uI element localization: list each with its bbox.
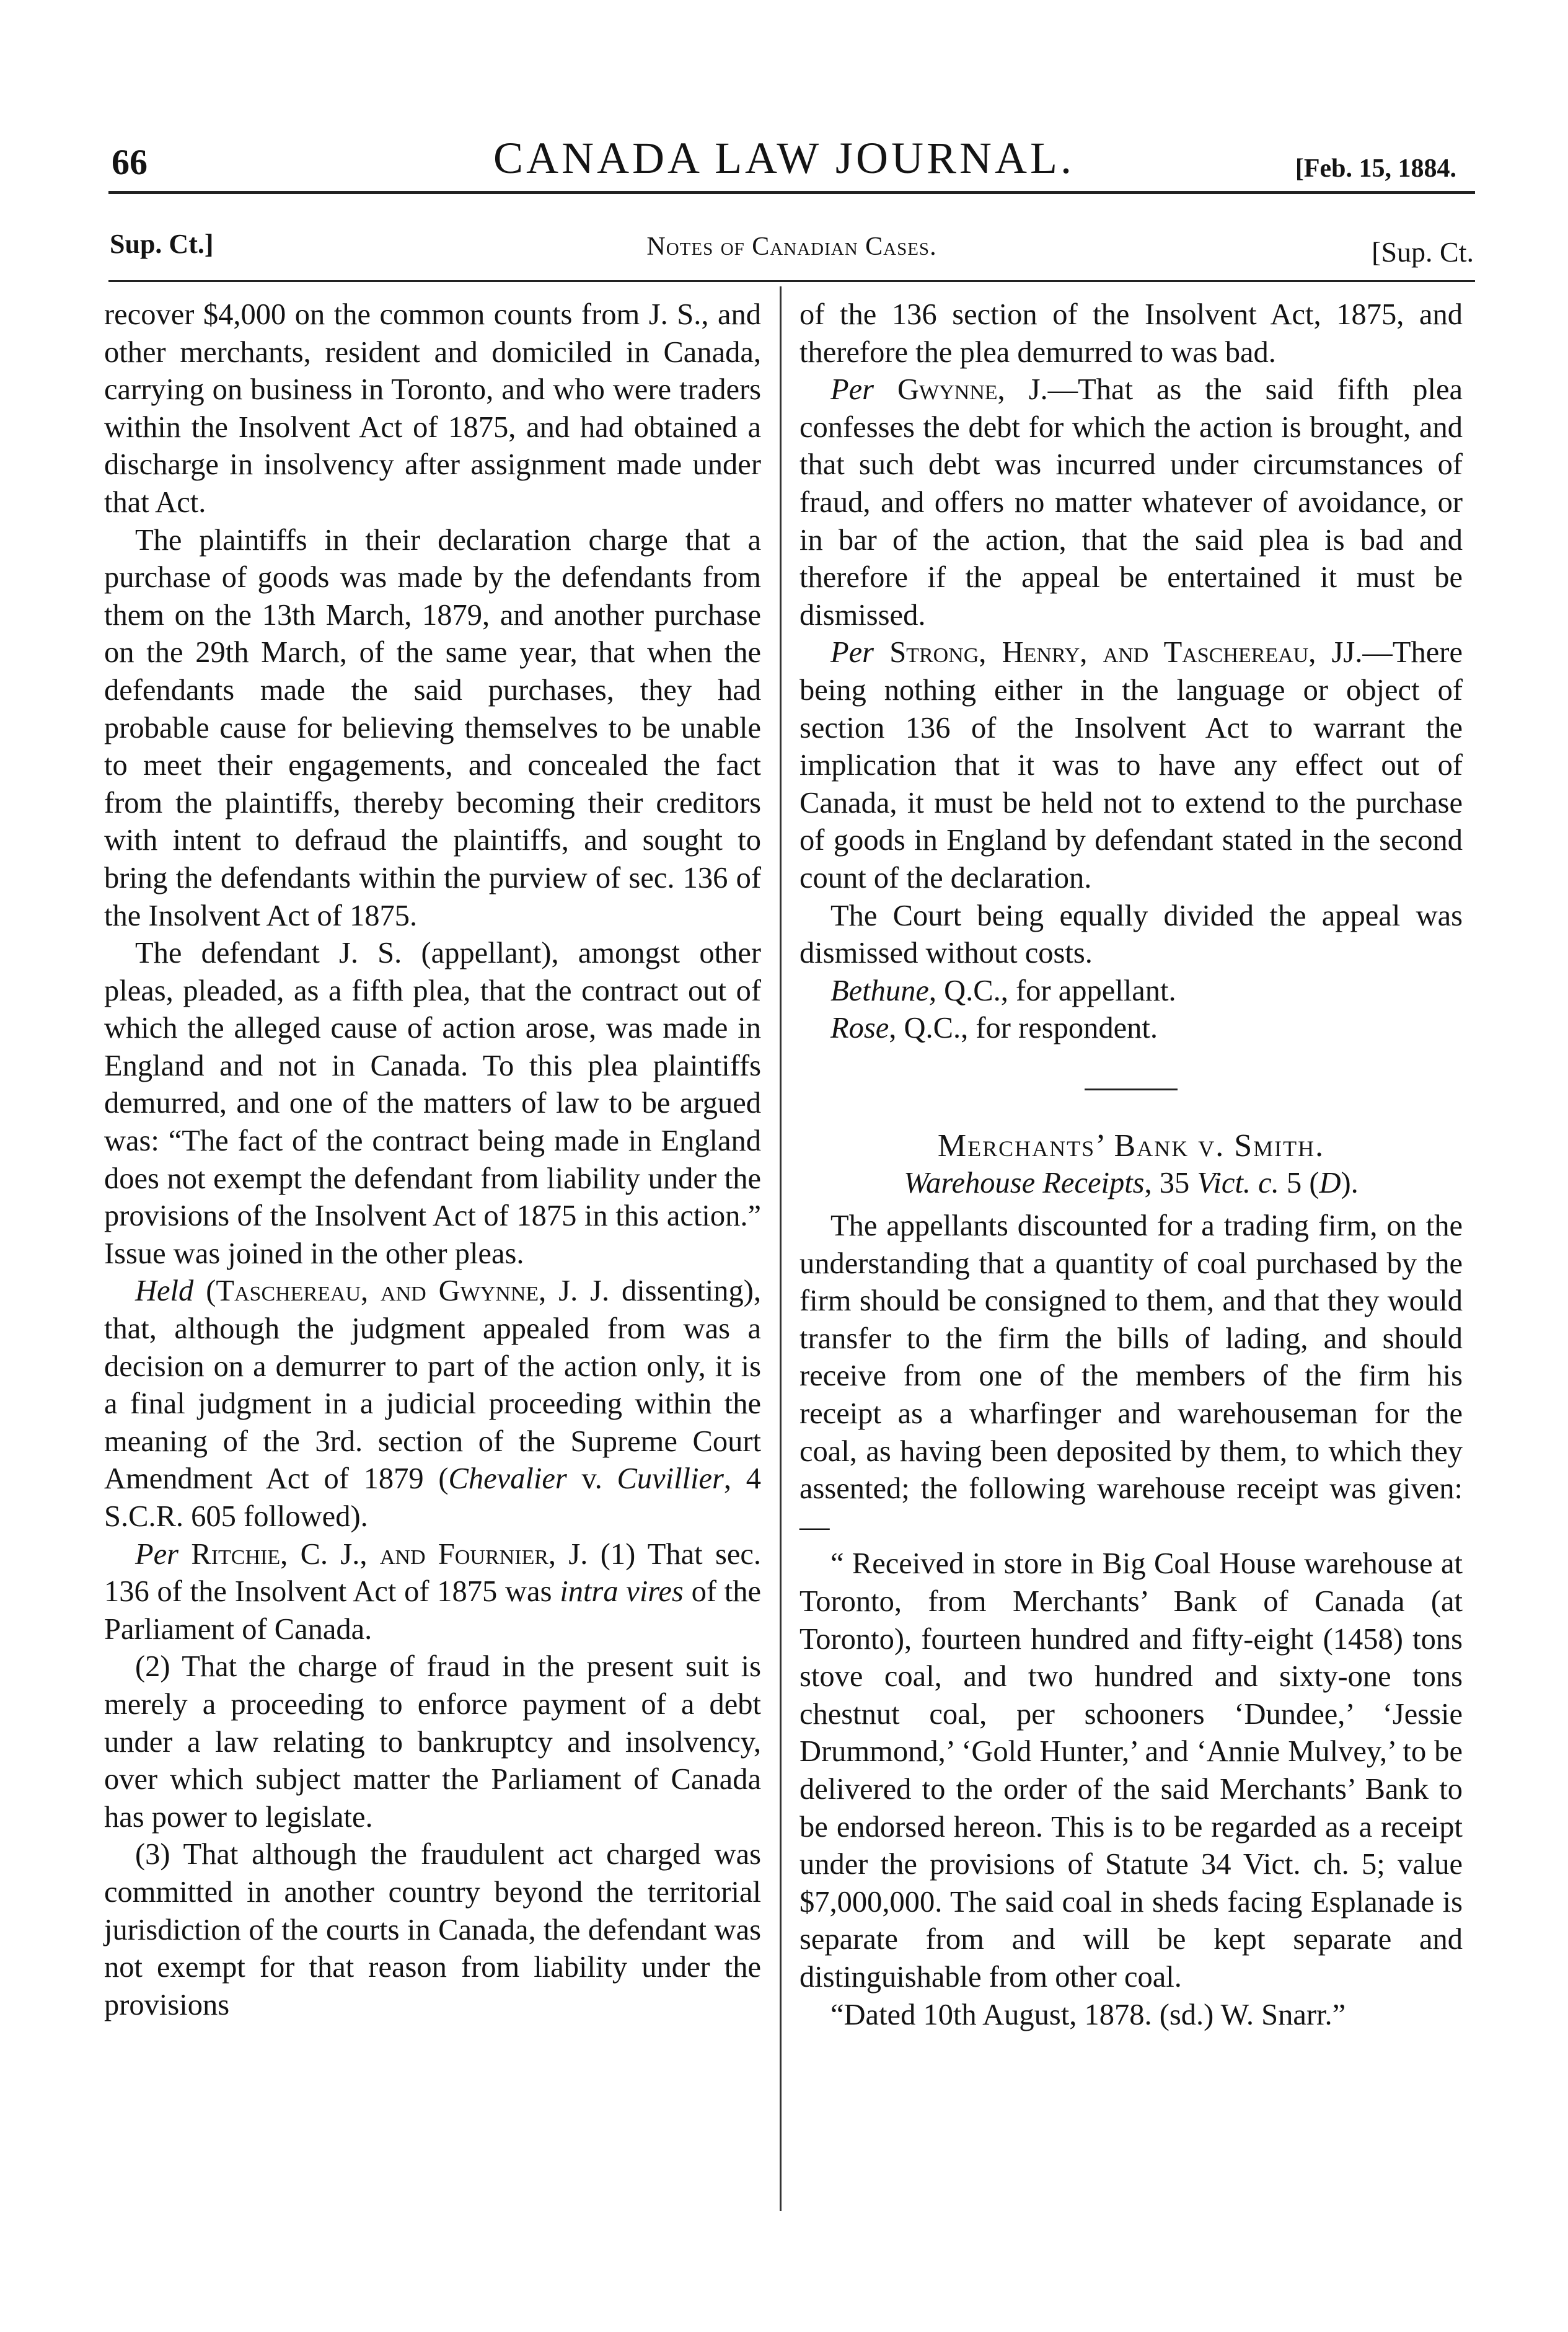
issue-date: [Feb. 15, 1884. — [1295, 154, 1456, 183]
paragraph-text: —That as the said fifth plea confesses the debt for which the action is brought, and that such debt was incurred under circumstances of fraud, and offers no matter whatever of avoidance, or in bar of the action, that the said plea is bad and therefore if the appeal be entertained it must be dismissed. — [799, 373, 1463, 632]
paragraph-text: of the Parliament of Canada. — [104, 1575, 761, 1646]
court-label-right: [Sup. Ct. — [1372, 236, 1474, 268]
counsel-name: Bethune — [830, 974, 929, 1007]
header-rule — [108, 191, 1475, 194]
case-name: Cuvillier — [617, 1462, 724, 1496]
subtitle-part: D — [1319, 1167, 1341, 1200]
case-subtitle — [799, 1165, 1463, 1203]
paragraph: The appellants discounted for a trading firm, on the understanding that a quantity of coal purchased by the firm should be consigned to them, and that they would transfer to the firm the bills of lading, and should receive from one of the members of the firm his receipt as a wharfinger and warehouseman for the coal, as having been deposited by them, to which they assented; the following warehouse receipt was given:— — [799, 1209, 1463, 1543]
subtitle-part: 5 ( — [1279, 1167, 1319, 1200]
judges: (Taschereau, and Gwynne, J. J. — [206, 1274, 610, 1308]
subject-label: Warehouse Receipts — [904, 1167, 1145, 1200]
case-name: Chevalier — [448, 1462, 567, 1496]
subtitle-part: , 35 — [1144, 1167, 1197, 1200]
paragraph-per — [799, 371, 1463, 634]
counsel-role: , Q.C., for respondent. — [889, 1012, 1158, 1045]
paragraph-text: dissenting), that, although the judgment appealed from was a decision on a demurrer to part of the action only, it is a final judgment in a judicial proceeding within the meaning of the 3rd. section of the Supreme Court Amendment Act of 1879 ( — [104, 1274, 762, 1496]
per-label: Per — [830, 373, 874, 407]
per-label: Per — [135, 1537, 179, 1571]
paragraph-per — [799, 634, 1463, 897]
left-column — [104, 296, 761, 2024]
held-label: Held — [135, 1274, 194, 1308]
versus: v. — [566, 1462, 617, 1496]
warehouse-receipt-quote: “ Received in store in Big Coal House warehouse at Toronto, from Merchants’ Bank of Canada (at Toronto), fourteen hundred and fifty-eight (1458) tons stove coal, and two hundred and sixty-one tons chestnut coal, per schooners ‘Dundee,’ ‘Jessie Drummond,’ ‘Gold Hunter,’ and ‘Annie Mulvey,’ to be delivered to the order of the said Merchants’ Bank to be endorsed hereon. This is to be regarded as a receipt under the provisions of Statute 34 Vict. ch. 5; value $7,000,000. The said coal in sheds facing Esplanade is separate from and will be kept separate and distinguishable from other coal. — [799, 1547, 1463, 1994]
section-rule — [108, 280, 1475, 282]
latin-term: intra vires — [560, 1575, 684, 1609]
paragraph-held — [104, 1273, 761, 1535]
column-divider — [780, 286, 782, 2211]
counsel-line — [799, 1010, 1463, 1048]
subtitle-part: ). — [1341, 1167, 1359, 1200]
paragraph: The plaintiffs in their declaration charge that a purchase of goods was made by the defendants from them on the 13th March, 1879, and another purchase on the 29th March, of the same year, that when the defendants made the said purchases, they had probable cause for believing themselves to be unable to meet their engagements, and concealed the fact from the plaintiffs, thereby becoming their creditors with intent to defraud the plaintiffs, and sought to bring the defendants within the purview of sec. 136 of the Insolvent Act of 1875. — [104, 523, 761, 932]
paragraph: of the 136 section of the Insolvent Act, 1875, and therefore the plea demurred to was bad. — [799, 298, 1463, 369]
court-label-left: Sup. Ct.] — [110, 229, 214, 259]
paragraph: The defendant J. S. (appellant), amongst other pleas, pleaded, as a fifth plea, that the contract out of which the alleged cause of action arose, was made in England and not in Canada. To this plea plaintiffs demurred, and one of the matters of law to be argued was: “The fact of the contract being made in England does not exempt the defendant from liability under the provisions of the Insolvent Act of 1875 in this action.” Issue was joined in the other pleas. — [104, 937, 761, 1270]
counsel-name: Rose — [830, 1012, 889, 1045]
page-number: 66 — [112, 142, 148, 182]
judges: Gwynne, J. — [874, 373, 1048, 407]
right-column — [799, 296, 1463, 2034]
judges: Ritchie, C. J., and Fournier, J. — [178, 1537, 588, 1571]
subtitle-part: Vict. c. — [1197, 1167, 1279, 1200]
counsel-role: , Q.C., for appellant. — [928, 974, 1176, 1007]
counsel-line — [799, 973, 1463, 1010]
section-title: Notes of Canadian Cases. — [646, 232, 937, 261]
paragraph: (2) That the charge of fraud in the present suit is merely a proceeding to enforce payment of a debt under a law relating to bankruptcy and insolvency, over which subject matter the Parliament of Canada has power to legislate. — [104, 1650, 761, 1834]
case-separator-rule — [1085, 1089, 1178, 1090]
citation: , 4 S.C.R. 605 followed). — [104, 1462, 761, 1533]
paragraph-text: (1) That sec. 136 of the Insolvent Act of 1875 was — [104, 1537, 761, 1609]
section-header — [108, 223, 1475, 273]
judges: Strong, Henry, and Taschereau, JJ. — [874, 636, 1363, 669]
paragraph-text: —There being nothing either in the language or object of section 136 of the Insolvent Act to warrant the implication that it was to have any effect out of Canada, it must be held not to extend to the purchase of goods in England by defendant stated in the second count of the declaration. — [799, 636, 1463, 894]
paragraph: recover $4,000 on the common counts from J. S., and other merchants, resident and domiciled in Canada, carrying on business in Toronto, and who were traders within the Insolvent Act of 1875, and had obtained a discharge in insolvency after assignment made under that Act. — [104, 298, 761, 519]
paragraph: (3) That although the fraudulent act charged was committed in another country beyond the territorial jurisdiction of the courts in Canada, the defendant was not exempt for that reason from liability under the provisions — [104, 1838, 761, 2021]
receipt-signature-line: “Dated 10th August, 1878. (sd.) W. Snarr.” — [830, 1998, 1346, 2031]
paragraph-per — [104, 1536, 761, 1649]
per-label: Per — [830, 636, 874, 669]
paragraph: The Court being equally divided the appeal was dismissed without costs. — [799, 899, 1463, 970]
page-header — [99, 124, 1469, 192]
journal-title: CANADA LAW JOURNAL. — [493, 133, 1075, 183]
case-title: Merchants’ Bank v. Smith. — [937, 1128, 1325, 1164]
